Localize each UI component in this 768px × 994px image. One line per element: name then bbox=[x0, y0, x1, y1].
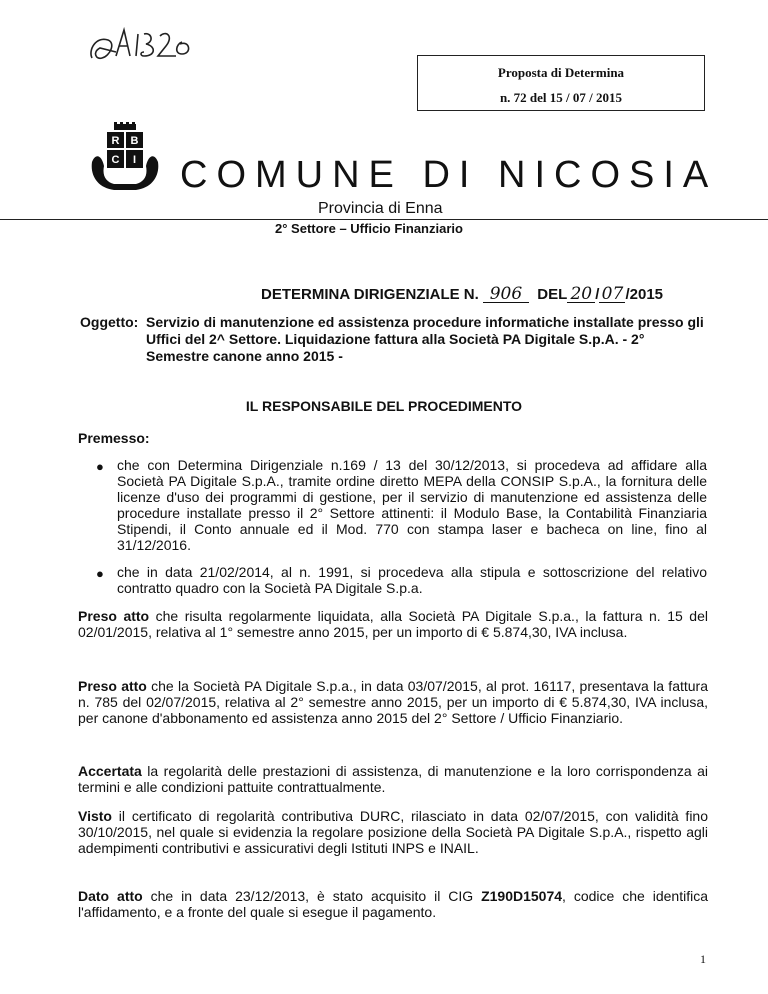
paragraph-text: che la Società PA Digitale S.p.a., in data 03/07/2015, al prot. 16117, presentava la fattura n. 785 del 02/07/2015, relativa al 2° semestre anno 2015, per un importo di € 5.874,30, IVA inclusa, per canone d'abbonamento ed assistenza anno 2015 del 2° Settore / Ufficio Finanziario. bbox=[78, 678, 708, 726]
determina-number-line bbox=[261, 286, 663, 303]
logo-letter: R bbox=[111, 135, 120, 147]
paragraph-accertata bbox=[78, 763, 708, 795]
bullet-item: che con Determina Dirigenziale n.169 / 13 del 30/12/2013, si procedeva ad affidare alla Società PA Digitale S.p.A., tramite ordine diretto MEPA della CONSIP S.p.A., la fornitura delle licenze d'uso dei programmi di gestione, per il servizio di manutenzione ed assistenza delle procedure installate presso il 2° Settore attinenti: il Modulo Base, la Contabilità Finanziaria Stipendi, il Conto annuale ed il Mod. 770 con stampa laser e bacheca on line, fino al 31/12/2016. bbox=[117, 457, 707, 553]
logo-letter: B bbox=[130, 135, 139, 147]
settore-subtitle: 2° Settore – Ufficio Finanziario bbox=[275, 221, 463, 236]
premesso-heading: Premesso: bbox=[78, 430, 150, 446]
bullet-marker: ● bbox=[96, 566, 104, 581]
oggetto-label: Oggetto: bbox=[80, 314, 139, 330]
determina-day: 20 bbox=[567, 286, 595, 303]
determina-prefix: DETERMINA DIRIGENZIALE N. bbox=[261, 286, 479, 303]
paragraph-text: la regolarità delle prestazioni di assistenza, di manutenzione e la loro corrispondenza ai termini e alle condizioni pattuite contrattualmente. bbox=[78, 763, 708, 795]
determina-del-label: DEL bbox=[537, 286, 568, 303]
determina-month: 07 bbox=[599, 286, 625, 303]
oggetto-section bbox=[80, 314, 708, 365]
determina-year: /2015 bbox=[625, 286, 664, 303]
paragraph-text: che in data 23/12/2013, è stato acquisito il CIG bbox=[142, 888, 482, 904]
paragraph-lead: Preso atto bbox=[78, 608, 150, 624]
logo-letter: C bbox=[111, 154, 120, 166]
comune-title: COMUNE DI NICOSIA bbox=[180, 154, 718, 196]
paragraph-dato-atto bbox=[78, 888, 708, 920]
oggetto-text: Servizio di manutenzione ed assistenza procedure informatiche installate presso gli Uffici del 2^ Settore. Liquidazione fattura alla Società PA Digitale S.p.A. - 2° Semestre canone anno 2015 - bbox=[146, 314, 704, 364]
proposal-box bbox=[417, 55, 705, 111]
date-separator: / bbox=[595, 286, 600, 303]
header-divider bbox=[0, 219, 768, 220]
determina-number: 906 bbox=[483, 286, 529, 303]
responsabile-heading: IL RESPONSABILE DEL PROCEDIMENTO bbox=[245, 398, 523, 414]
paragraph-text: che risulta regolarmente liquidata, alla Società PA Digitale S.p.a., la fattura n. 15 del 02/01/2015, relativa al 1° semestre anno 2015, per un importo di € 5.874,30, IVA inclusa. bbox=[78, 608, 708, 640]
paragraph-preso-atto-1 bbox=[78, 608, 708, 640]
provincia-subtitle: Provincia di Enna bbox=[318, 200, 443, 217]
municipal-coat-of-arms-icon bbox=[88, 122, 162, 192]
proposal-title: Proposta di Determina bbox=[497, 65, 625, 80]
paragraph-lead: Preso atto bbox=[78, 678, 147, 694]
cig-code: Z190D15074 bbox=[481, 888, 563, 904]
page-number: 1 bbox=[700, 952, 706, 966]
paragraph-lead: Accertata bbox=[78, 763, 142, 779]
bullet-marker: ● bbox=[96, 459, 104, 474]
logo-letter: I bbox=[132, 154, 137, 166]
paragraph-text: il certificato di regolarità contributiva DURC, rilasciato in data 02/07/2015, con validità fino 30/10/2015, nel quale si evidenzia la regolare posizione della Società PA Digitale S.p.A., rispetto agli adempimenti contributivi e assicurativi degli Istituti INPS e INAIL. bbox=[78, 808, 708, 856]
paragraph-lead: Dato atto bbox=[78, 888, 143, 904]
bullet-item: che in data 21/02/2014, al n. 1991, si procedeva alla stipula e sottoscrizione del relativo contratto quadro con la Società PA Digitale S.p.a. bbox=[117, 564, 707, 596]
proposal-number: n. 72 del 15 / 07 / 2015 bbox=[499, 90, 623, 105]
paragraph-lead: Visto bbox=[78, 808, 112, 824]
handwritten-annotation bbox=[86, 22, 196, 72]
paragraph-text: , codice che identifica l'affidamento, e a fronte del quale si esegue il pagamento. bbox=[78, 888, 708, 920]
paragraph-visto bbox=[78, 808, 708, 856]
paragraph-preso-atto-2 bbox=[78, 678, 708, 726]
